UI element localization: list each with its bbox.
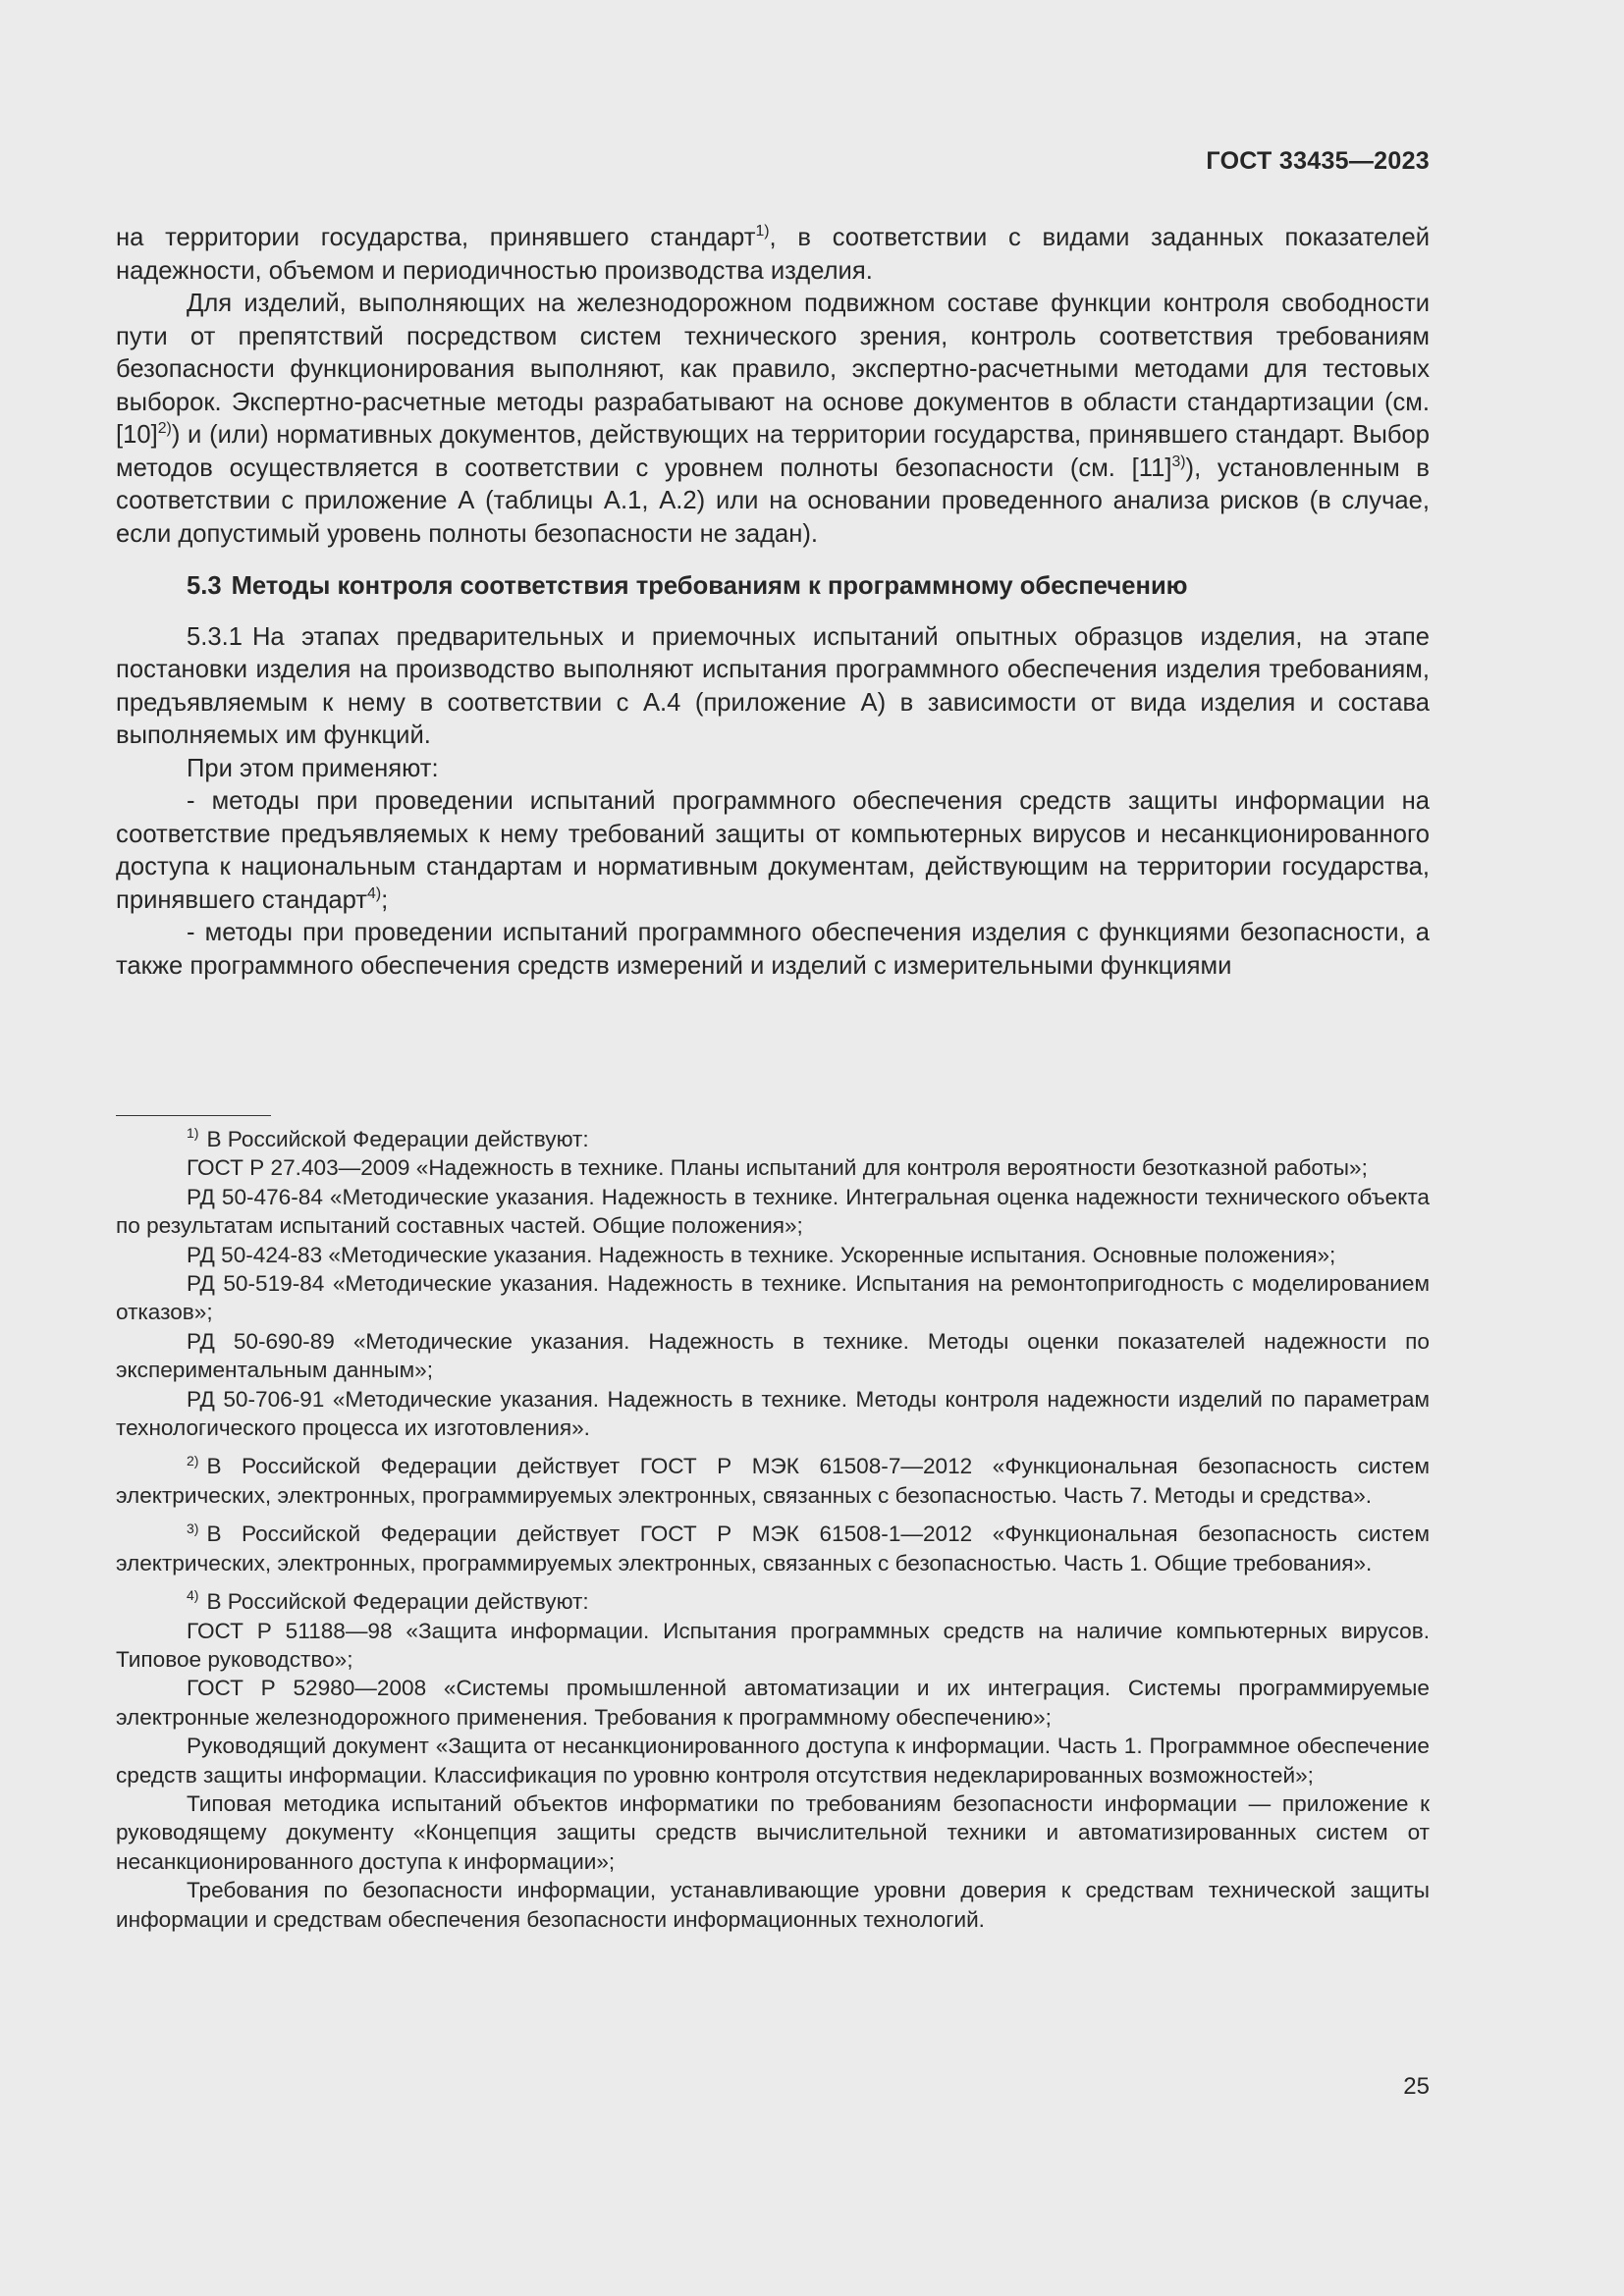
footnote-item: РД 50-519-84 «Методические указания. Надежность в технике. Испытания на ремонтопригодность с моделированием отказов»;: [116, 1271, 1430, 1325]
footnotes: [116, 1125, 1430, 1934]
section-number: 5.3: [187, 572, 222, 600]
footnote-item: ГОСТ Р 27.403—2009 «Надежность в технике. Планы испытаний для контроля вероятности безотказной работы»;: [187, 1155, 1368, 1181]
footnote-mark: 3): [187, 1520, 199, 1536]
section-heading-5-3: [116, 570, 1430, 604]
footnote-separator: [116, 1115, 271, 1116]
footnote-4: $^{4)}$ В Российской Федерации действуют: ГОСТ Р 51188—98 «Защита информации. Испытания программных средств на наличие компьютерных вирусов. Типовое руководство»; ГОСТ Р 52980—2008 «Системы промышленной автоматизации и их интеграция. Системы программируемые электронные железнодорожного применения. Требования к программному обеспечению»; Руководящий документ «Защита от несанкционированного доступа к информации. Часть 1. Программное обеспечение средств защиты информации. Классификация по уровню контроля отсутствия недекларированных возможностей»; Типовая методика испытаний объектов информатики по требованиям безопасности информации — приложение к руководящему документу «Концепция защиты средств вычислительной техники и автоматизированных систем от несанкционированного доступа к информации»; Требования по безопасности информации, устанавливающие уровни доверия к средствам технической защиты информации и средствам обеспечения безопасности информационных технологий.: [116, 1587, 1430, 1934]
page-number: 25: [1403, 2073, 1430, 2100]
list-item-security-software: - методы при проведении испытаний программного обеспечения средств защиты информации на соответствие предъявляемых к нему требований защиты от компьютерных вирусов и несанкционированного доступа к национальным стандартам и нормативным документам, действующим на территории государства, принявшего стандарт$^{4)}$;: [116, 787, 1430, 914]
footnote-ref-1: 1): [755, 223, 770, 240]
footnote-item: РД 50-476-84 «Методические указания. Надежность в технике. Интегральная оценка надежности технического объекта по результатам испытаний составных частей. Общие положения»;: [116, 1184, 1430, 1239]
list-item-safety-functions: - методы при проведении испытаний программного обеспечения изделия с функциями безопасности, а также программного обеспечения средств измерений и изделий с измерительными функциями: [116, 919, 1430, 980]
footnote-item: Руководящий документ «Защита от несанкционированного доступа к информации. Часть 1. Программное обеспечение средств защиты информации. Классификация по уровню контроля отсутствия недекларированных возможностей»;: [116, 1734, 1430, 1788]
footnote-1: $^{1)}$ В Российской Федерации действуют: ГОСТ Р 27.403—2009 «Надежность в технике. Планы испытаний для контроля вероятности безотказной работы»; РД 50-476-84 «Методические указания. Надежность в технике. Интегральная оценка надежности технического объекта по результатам испытаний составных частей. Общие положения»; РД 50-424-83 «Методические указания. Надежность в технике. Ускоренные испытания. Основные положения»; РД 50-519-84 «Методические указания. Надежность в технике. Испытания на ремонтопригодность с моделированием отказов»; РД 50-690-89 «Методические указания. Надежность в технике. Методы оценки показателей надежности по экспериментальным данным»; РД 50-706-91 «Методические указания. Надежность в технике. Методы контроля надежности изделий по параметрам технологического процесса их изготовления».: [116, 1125, 1430, 1442]
footnote-ref-3: 3): [1171, 453, 1186, 470]
footnote-item: РД 50-424-83 «Методические указания. Надежность в технике. Ускоренные испытания. Основные положения»;: [187, 1242, 1336, 1267]
clause-number: 5.3.1: [187, 622, 243, 651]
footnote-item: РД 50-690-89 «Методические указания. Надежность в технике. Методы оценки показателей надежности по экспериментальным данным»;: [116, 1328, 1430, 1383]
clause-5-3-1: 5.3.1 На этапах предварительных и приемочных испытаний опытных образцов изделия, на этапе постановки изделия на производство выполняют испытания программного обеспечения изделия требованиям, предъявляемым к нему в соответствии с А.4 (приложение А) в зависимости от вида изделия и состава выполняемых им функций.: [116, 622, 1430, 749]
footnote-item: Типовая методика испытаний объектов информатики по требованиям безопасности информации — приложение к руководящему документу «Концепция защиты средств вычислительной техники и автоматизированных систем от несанкционированного доступа к информации»;: [116, 1790, 1430, 1874]
footnote-mark: 1): [187, 1125, 199, 1142]
paragraph-vision-systems: Для изделий, выполняющих на железнодорожном подвижном составе функции контроля свободности пути от препятствий посредством систем технического зрения, контроль соответствия требованиям безопасности функционирования выполняют, как правило, экспертно-расчетными методами для тестовых выборок. Экспертно-расчетные методы разрабатывают на основе документов в области стандартизации (см. $[10]^{2)}$) и (или) нормативных документов, действующих на территории государства, принявшего стандарт. Выбор методов осуществляется в соответствии с уровнем полноты безопасности (см. $[11]^{3)}$), установленным в соответствии с приложение А (таблицы А.1, А.2) или на основании проведенного анализа рисков (в случае, если допустимый уровень полноты безопасности не задан).: [116, 290, 1430, 548]
footnote-item: ГОСТ Р 52980—2008 «Системы промышленной автоматизации и их интеграция. Системы программируемые электронные железнодорожного применения. Требования к программному обеспечению»;: [116, 1676, 1430, 1730]
footnote-ref-2: 2): [157, 420, 172, 438]
footnote-ref-4: 4): [367, 884, 382, 902]
footnote-item: РД 50-706-91 «Методические указания. Надежность в технике. Методы контроля надежности изделий по параметрам технологического процесса их изготовления».: [116, 1386, 1430, 1441]
paragraph-continuation: на территории государства, принявшего стандарт$^{1)}$, в соответствии с видами заданных показателей надежности, объемом и периодичностью производства изделия.: [116, 223, 1430, 285]
footnote-3: $^{3)}$ В Российской Федерации действует ГОСТ Р МЭК 61508-1—2012 «Функциональная безопасность систем электрических, электронных, программируемых электронных, связанных с безопасностью. Часть 1. Общие требования».: [116, 1520, 1430, 1575]
footnote-mark: 2): [187, 1452, 199, 1468]
main-text: [116, 222, 1430, 983]
paragraph-apply: При этом применяют:: [187, 754, 439, 782]
footnote-2: $^{2)}$ В Российской Федерации действует ГОСТ Р МЭК 61508-7—2012 «Функциональная безопасность систем электрических, электронных, программируемых электронных, связанных с безопасностью. Часть 7. Методы и средства».: [116, 1452, 1430, 1508]
footnote-mark: 4): [187, 1587, 199, 1604]
footnote-item: Требования по безопасности информации, устанавливающие уровни доверия к средствам технической защиты информации и средствам обеспечения безопасности информационных технологий.: [116, 1878, 1430, 1932]
footnote-item: ГОСТ Р 51188—98 «Защита информации. Испытания программных средств на наличие компьютерных вирусов. Типовое руководство»;: [116, 1618, 1430, 1672]
section-title: Методы контроля соответствия требованиям к программному обеспечению: [231, 572, 1188, 600]
document-code-header: ГОСТ 33435—2023: [1206, 147, 1430, 175]
